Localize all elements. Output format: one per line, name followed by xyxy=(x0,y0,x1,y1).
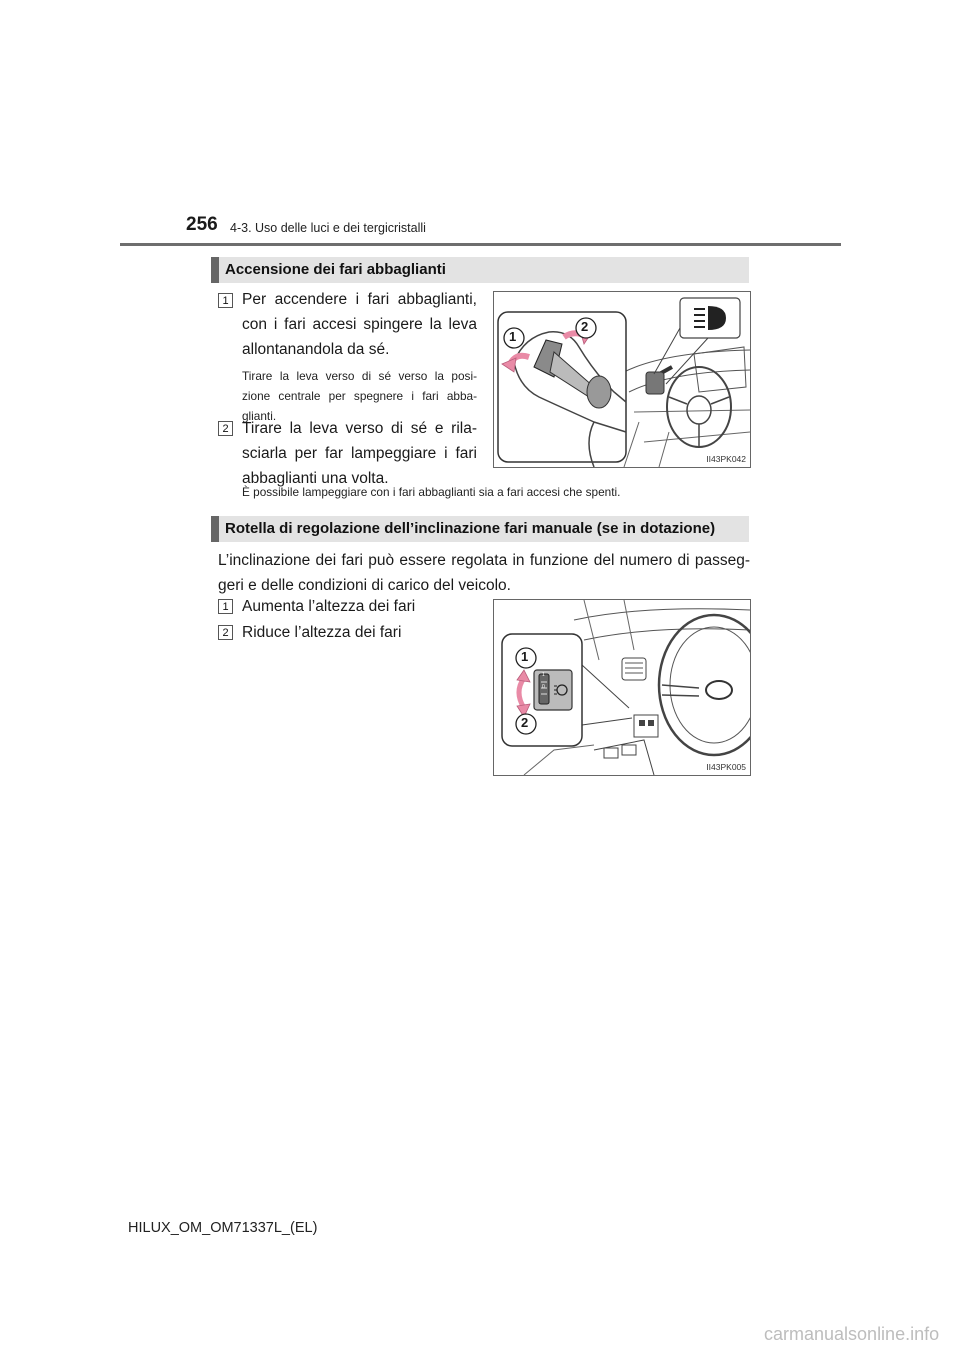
step-2-note: È possibile lampeggiare con i fari abbaglianti sia a fari accesi che spenti. xyxy=(242,485,621,499)
text-line: sciarla per far lampeggiare i fari xyxy=(242,445,477,462)
figure-leveling-dial xyxy=(493,599,751,776)
text-line: allontanandola da sé. xyxy=(242,341,390,358)
section-heading-bar xyxy=(211,257,219,283)
step-number-2: 2 xyxy=(218,421,233,436)
page-number: 256 xyxy=(186,214,218,235)
header-rule xyxy=(120,243,841,246)
item-number-2: 2 xyxy=(218,625,233,640)
figure-leveling-dial-drawing xyxy=(494,600,750,775)
figure-headlight-lever-drawing xyxy=(494,292,750,467)
dial-label-1: 1 xyxy=(542,672,545,678)
dial-label-0: 0 xyxy=(542,684,545,690)
section-heading-high-beam xyxy=(211,257,749,283)
text-line: Per accendere i fari abbaglianti, xyxy=(242,291,477,308)
watermark: carmanualsonline.info xyxy=(764,1324,940,1344)
note-line: Tirare la leva verso di sé verso la posi- xyxy=(242,369,477,383)
figure-code: II43PK005 xyxy=(706,762,746,772)
section-heading-title: Accensione dei fari abbaglianti xyxy=(225,261,446,278)
text-line: Tirare la leva verso di sé e rila- xyxy=(242,420,477,437)
item-number-1: 1 xyxy=(218,599,233,614)
text-line: con i fari accesi spingere la leva xyxy=(242,316,477,333)
figure-callout-1: 1 xyxy=(521,649,529,664)
step-1-text xyxy=(242,287,477,362)
section-path: 4-3. Uso delle luci e dei tergicristalli xyxy=(230,221,426,235)
text-line: abbaglianti una volta. xyxy=(242,470,389,487)
item-2-text: Riduce l’altezza dei fari xyxy=(242,624,402,641)
item-1-text: Aumenta l’altezza dei fari xyxy=(242,598,416,615)
section-heading-bar xyxy=(211,516,219,542)
figure-callout-1: 1 xyxy=(509,329,517,344)
step-2-text xyxy=(242,416,477,491)
step-number-1: 1 xyxy=(218,293,233,308)
figure-code: II43PK042 xyxy=(706,454,746,464)
section-heading-title: Rotella di regolazione dell’inclinazione fari manuale (se in dotazione) xyxy=(225,520,716,537)
section-2-intro xyxy=(218,548,750,598)
document-id: HILUX_OM_OM71337L_(EL) xyxy=(128,1220,318,1236)
text-line: geri e delle condizioni di carico del veicolo. xyxy=(218,577,511,594)
figure-headlight-lever xyxy=(493,291,751,468)
text-line: L’inclinazione dei fari può essere regolata in funzione del numero di passeg- xyxy=(218,552,750,569)
figure-callout-2: 2 xyxy=(581,319,589,334)
section-heading-leveling xyxy=(211,516,749,542)
note-line: glianti. xyxy=(242,409,277,423)
note-line: zione centrale per spegnere i fari abba- xyxy=(242,389,477,403)
figure-callout-2: 2 xyxy=(521,715,529,730)
